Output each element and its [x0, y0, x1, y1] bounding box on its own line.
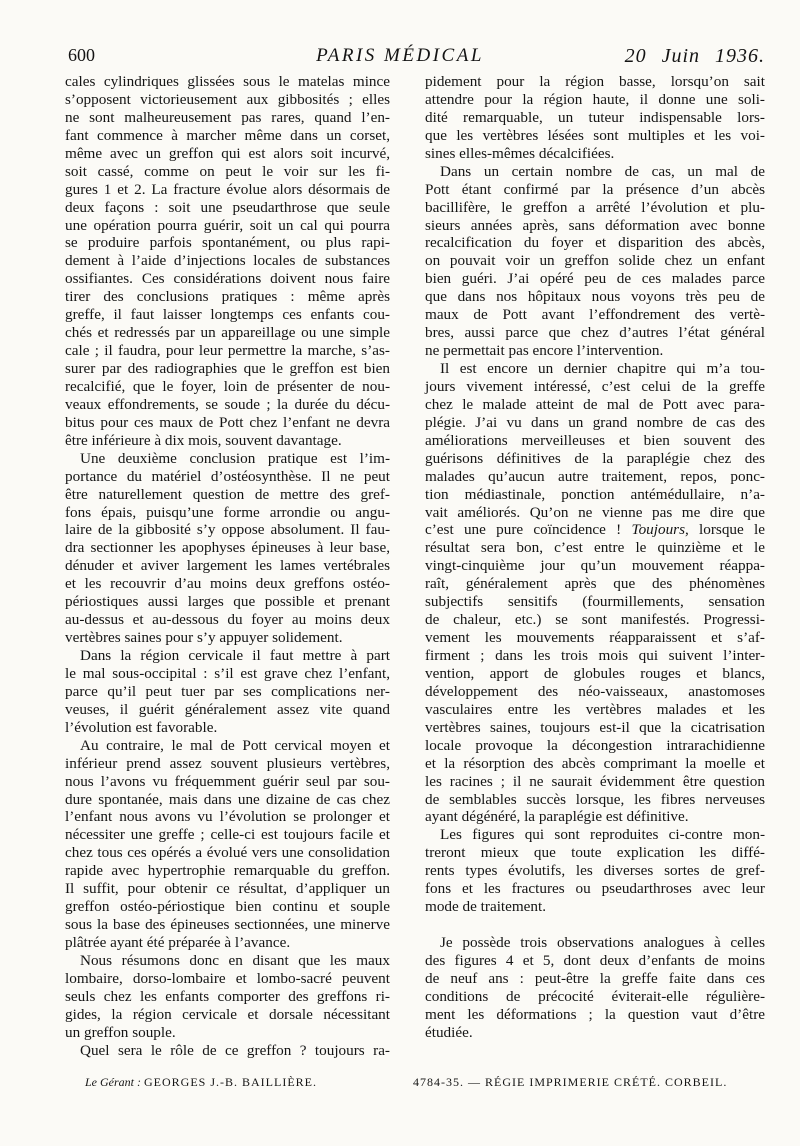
page-number: 600 [68, 45, 95, 65]
text-line: vement les mouvements réapparaissent et s’af- [425, 629, 765, 647]
text-line: résultat sera bon, c’est entre le quinzième et le [425, 539, 765, 557]
text-line: Dans un certain nombre de cas, un mal de [440, 162, 765, 180]
text-line: tion médiastinale, ponction antémédullaire, n’a- [425, 485, 765, 503]
text-line: maux de Pott avant l’effondrement des vertè- [425, 306, 765, 324]
text-line: Nous résumons donc en disant que les maux [80, 951, 390, 969]
text-line: au-dessus et au-dessous du foyer au moins deux [65, 611, 390, 629]
text-line: laire de la gibbosité s’y oppose absolument. Il fau- [65, 521, 390, 539]
text-line: Les figures qui sont reproduites ci-contre mon- [440, 826, 765, 844]
text-line: périostiques aussi larges que possible et prenant [65, 593, 390, 611]
text-line: améliorations merveilleuses et bien souvent des [425, 431, 765, 449]
text-line: étudiée. [425, 1023, 473, 1041]
text-line: être naturellement question de mettre des gref- [65, 485, 390, 503]
text-line: fant commence à marcher même dans un corset, [65, 126, 390, 144]
text-line: dénuder et aviver largement les lames vertébrales [65, 557, 390, 575]
text-line: plégie. J’ai vu dans un grand nombre de cas des [425, 413, 765, 431]
footer-manager-label: Le Gérant : [85, 1075, 141, 1089]
text-line: rapide avec hypertrophie remarquable du greffon. [65, 862, 390, 880]
text-line: être inférieure à dix mois, souvent davantage. [65, 431, 342, 449]
issue-date: 20 Juin 1936. [624, 45, 765, 67]
footer-printer: 4784-35. — RÉGIE IMPRIMERIE CRÉTÉ. CORBEIL. [413, 1075, 728, 1089]
text-line: jours vivement intéressé, c’est celui de la greffe [425, 377, 765, 395]
text-line: soit cassé, comme on peut le voir sur les fi- [65, 162, 390, 180]
text-line: fons épais, puisqu’une forme arrondie ou angu- [65, 503, 390, 521]
paragraph [425, 360, 765, 826]
text-line: gides, la région cervicale et dorsale nécessitant [65, 1005, 390, 1023]
right-column [425, 73, 765, 1042]
text-line: gures 1 et 2. La fracture évolue alors désormais de [65, 180, 390, 198]
text-line: ayant dégénéré, la paraplégie est définitive. [425, 808, 689, 826]
text-line: parce qu’il peut tuer par ses complications ner- [65, 682, 390, 700]
text-line: et la résorption des abcès comprimant la moelle et [425, 754, 765, 772]
text-run: , lorsque le [684, 521, 765, 539]
text-line: l’enfant nous avons vu l’évolution se prolonger et [65, 808, 390, 826]
paragraph [425, 826, 765, 916]
text-line: surer par des radiographies que le greffon est bien [65, 360, 390, 377]
text-line: mode de traitement. [425, 898, 547, 916]
paragraph [425, 163, 765, 360]
text-line: portance du matériel d’ostéosynthèse. Il ne peut [65, 467, 390, 485]
text-line: vention, apport de globules rouges et blancs, [425, 664, 765, 682]
paragraph [425, 934, 765, 1042]
text-line: Quel sera le rôle de ce greffon ? toujours ra- [80, 1041, 390, 1059]
text-line: ment les déformations ; la question vaut d’être [425, 1005, 765, 1023]
text-line: nécessiter une greffe ; celle-ci est toujours facile et [65, 826, 390, 844]
text-line: sieurs années après, sans déformation avec bonne [425, 216, 765, 234]
text-line: raît, généralement après que des phénomènes [425, 575, 765, 593]
paragraph [65, 1042, 390, 1060]
text-line: cale ; il faudra, pour leur permettre la marche, s’as- [65, 342, 390, 360]
text-line: treront mieux que toute explication les diffé- [425, 844, 765, 862]
text-line: inférieur prend assez souvent plusieurs vertèbres, [65, 754, 390, 772]
text-line: veaux effondrements, se soude ; la durée du décu- [65, 395, 390, 413]
text-line: ne sont malheureusement pas rares, quand l’en- [65, 108, 390, 126]
text-line: chez tous ces opérés a évolué vers une consolidation [65, 844, 390, 862]
text-line: l’évolution est favorable. [65, 718, 218, 736]
paragraph [65, 73, 390, 450]
text-line: firment ; dans les trois mois qui suivent l’inter- [425, 647, 765, 664]
text-line: que les vertèbres lésées sont multiples et les voi- [425, 126, 765, 144]
text-line: attendre pour la région haute, il donne une soli- [425, 90, 765, 108]
text-line: les racines ; il ne saurait évidemment être question [425, 772, 765, 790]
text-line: tirer des conclusions pratiques : même après [65, 288, 390, 306]
text-line: même avec un greffon qui est alors soit incurvé, [65, 144, 390, 162]
text-line: se produire parfois spontanément, ou plus rapi- [65, 234, 390, 252]
text-line: Dans la région cervicale il faut mettre à part [80, 647, 390, 664]
text-line: nous l’avons vu fréquemment guérir seul par sou- [65, 772, 390, 790]
text-line: Pott étant confirmé par la présence d’un abcès [425, 180, 765, 198]
emphasized-word: Toujours [631, 521, 685, 539]
text-line: subjectifs sensitifs (fourmillements, sensation [425, 593, 765, 611]
paragraph [65, 737, 390, 952]
text-line: et les recouvrir d’au moins deux greffons ostéo- [65, 575, 390, 593]
text-line [425, 521, 765, 539]
footer-manager [85, 1076, 317, 1088]
text-line: dure spontanée, mais dans une dizaine de cas chez [65, 790, 390, 808]
text-line: malades qu’aucun autre traitement, repos, ponc- [425, 467, 765, 485]
journal-title: PARIS MÉDICAL [316, 45, 484, 66]
text-line: dra sectionner les apophyses épineuses à leur base, [65, 539, 390, 557]
text-line: Il suffit, pour obtenir ce résultat, d’appliquer un [65, 880, 390, 898]
text-line: sines elles-mêmes décalcifiées. [425, 144, 615, 162]
text-line: greffon ostéo-périostique bien continu et souple [65, 898, 390, 916]
text-line: vertèbres saines, toujours est-il que la cicatrisation [425, 718, 765, 736]
paragraph [65, 450, 390, 647]
text-line: conditions de précocité éviterait-elle régulière- [425, 987, 765, 1005]
text-line: lombaire, dorso-lombaire et lombo-sacré peuvent [65, 969, 390, 987]
text-line: vingt-cinquième jour qu’un mouvement réappa- [425, 557, 765, 575]
text-line: greffe, il faut laisser longtemps ces enfants cou- [65, 306, 390, 324]
text-line: que dans nos hôpitaux nous voyons très peu de [425, 288, 765, 306]
text-line: de chaleur, etc.) se sont manifestés. Progressi- [425, 611, 765, 629]
text-line: on pouvait voir un greffon solide chez un enfant [425, 252, 765, 270]
paragraph [425, 73, 765, 163]
text-run: c’est une pure coïncidence ! [425, 521, 632, 539]
text-line: recalcifié, que le foyer, loin de présenter de nou- [65, 377, 390, 395]
text-line: cales cylindriques glissées sous le matelas mince [65, 73, 390, 90]
text-line: une opération pourra guérir, soit un cal qui pourra [65, 216, 390, 234]
text-line: fons et les fractures ou pseudarthroses avec leur [425, 880, 765, 898]
text-line: guérisons définitives de la paraplégie chez des [425, 449, 765, 467]
text-line: bien guéri. J’ai opéré peu de ces malades parce [425, 270, 765, 288]
text-line: chez le malade atteint de mal de Pott avec para- [425, 395, 765, 413]
text-line: pidement pour la région basse, lorsqu’on sait [425, 73, 765, 90]
text-line: dité remarquable, un tuteur indispensable lors- [425, 108, 765, 126]
text-line: s’opposent victorieusement aux gibbosités ; elles [65, 90, 390, 108]
text-line: le mal sous-occipital : s’il est grave chez l’enfant, [65, 664, 390, 682]
text-line: chés et redressés par un appareillage ou une simple [65, 324, 390, 342]
text-line: plâtrée ayant été préparée à l’avance. [65, 934, 291, 951]
text-line: vertèbres saines pour s’y appuyer solidement. [65, 629, 343, 647]
text-line: bres, aussi parce que chez d’autres l’état général [425, 324, 765, 342]
paragraph [65, 647, 390, 737]
text-line: de semblables succès lorsque, les fibres nerveuses [425, 790, 765, 808]
text-line: Une deuxième conclusion pratique est l’im- [80, 449, 390, 467]
left-column [65, 73, 390, 1060]
text-line: bacillifère, le greffon a arrêté l’évolution et plu- [425, 198, 765, 216]
text-line: ossifiantes. Ces considérations doivent nous faire [65, 270, 390, 288]
text-line: ne permettait pas encore l’intervention. [425, 342, 664, 360]
text-line: deux façons : soit une pseudarthrose que seule [65, 198, 390, 216]
paragraph [65, 952, 390, 1042]
text-line: développement des néo-vaisseaux, anastomoses [425, 682, 765, 700]
text-line: recalcification du foyer et disparition des abcès, [425, 234, 765, 252]
text-line: vasculaires entre les vertèbres malades et les [425, 700, 765, 718]
text-line: vait améliorés. Qu’on ne vienne pas me dire que [425, 503, 765, 521]
text-line: veuses, il guérit généralement assez vite quand [65, 700, 390, 718]
text-line: Au contraire, le mal de Pott cervical moyen et [80, 736, 390, 754]
text-line: seuls chez les enfants comporter des greffons ri- [65, 987, 390, 1005]
text-line: locale provoque la décongestion intrarachidienne [425, 736, 765, 754]
text-line: des figures 4 et 5, dont deux d’enfants de moins [425, 951, 765, 969]
text-line: sous la base des épineuses sectionnées, une minerve [65, 916, 390, 934]
text-line: Je possède trois observations analogues à celles [440, 933, 765, 951]
footer-manager-name: GEORGES J.-B. BAILLIÈRE. [144, 1075, 317, 1089]
text-line: Il est encore un dernier chapitre qui m’a tou- [440, 360, 765, 377]
text-line: rents types évolutifs, les diverses sortes de gref- [425, 862, 765, 880]
text-line: bitus pour ces maux de Pott chez l’enfant ne devra [65, 413, 390, 431]
text-line: dement à l’aide d’injections locales de substances [65, 252, 390, 270]
text-line: un greffon souple. [65, 1023, 176, 1041]
text-line: de neuf ans : peut-être la greffe faite dans ces [425, 969, 765, 987]
